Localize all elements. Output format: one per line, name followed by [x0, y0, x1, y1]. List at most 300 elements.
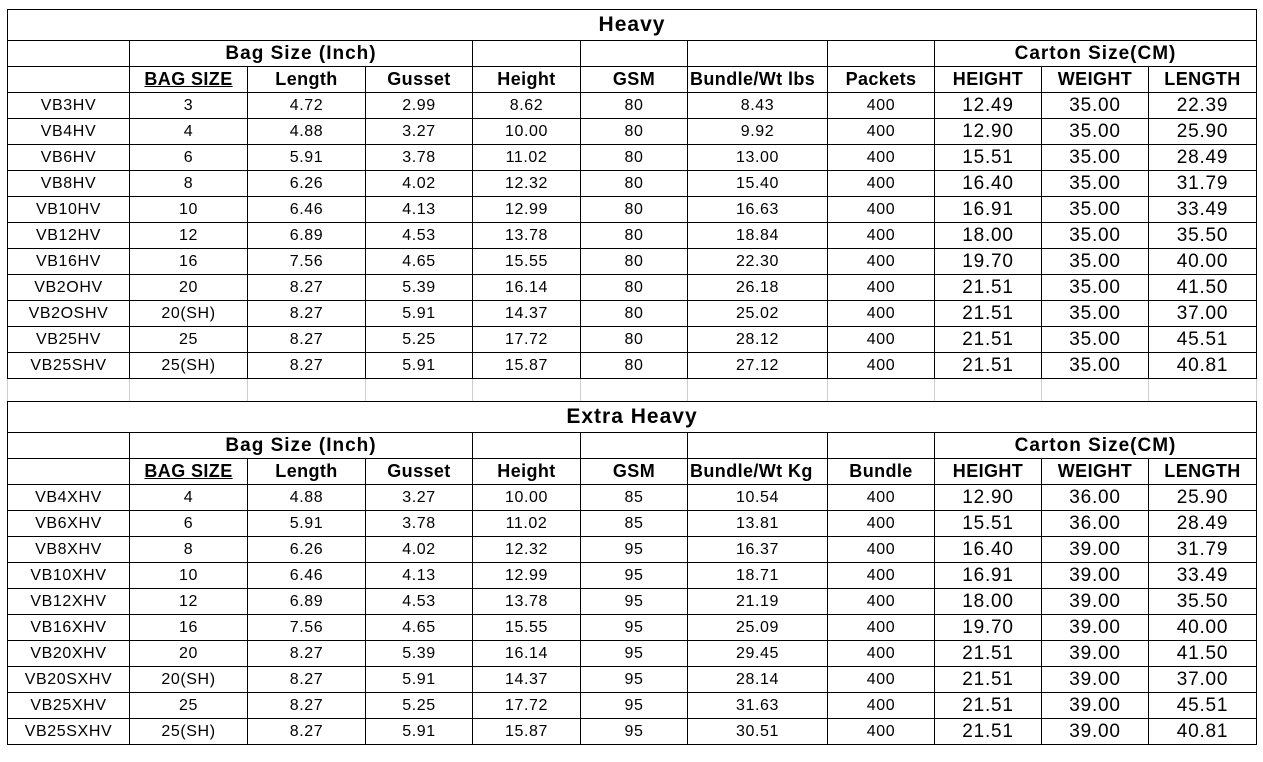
table-cell: 16.14 — [473, 275, 581, 301]
table-cell: 25.90 — [1149, 119, 1257, 145]
table-cell: 39.00 — [1042, 563, 1149, 589]
product-code-cell: VB4XHV — [8, 485, 130, 511]
table-row — [8, 327, 1257, 353]
empty-cell — [1042, 379, 1149, 402]
table-cell: 25.09 — [688, 615, 828, 641]
table-row — [8, 93, 1257, 119]
empty-cell — [248, 379, 366, 402]
table-cell: 15.87 — [473, 719, 581, 745]
extra-heavy-carton-size-group: Carton Size(CM) — [935, 433, 1257, 459]
table-cell: 40.00 — [1149, 615, 1257, 641]
product-code-cell: VB25SHV — [8, 353, 130, 379]
table-cell: 80 — [581, 171, 688, 197]
table-cell: 10.00 — [473, 119, 581, 145]
table-cell: 3.78 — [366, 511, 473, 537]
empty-cell — [366, 379, 473, 402]
table-cell: 14.37 — [473, 667, 581, 693]
table-row — [8, 223, 1257, 249]
table-cell: 35.00 — [1042, 93, 1149, 119]
table-cell: 41.50 — [1149, 641, 1257, 667]
column-header: LENGTH — [1149, 459, 1257, 485]
table-cell: 5.39 — [366, 641, 473, 667]
heavy-group-header-row — [8, 41, 1257, 67]
table-cell: 400 — [828, 641, 935, 667]
table-cell: 400 — [828, 275, 935, 301]
table-cell: 25 — [130, 327, 248, 353]
table-cell: 12.49 — [935, 93, 1042, 119]
table-cell: 16.40 — [935, 537, 1042, 563]
empty-cell — [581, 379, 688, 402]
table-cell: 7.56 — [248, 615, 366, 641]
extra-heavy-title-row — [8, 402, 1257, 433]
product-code-cell: VB3HV — [8, 93, 130, 119]
group-header-blank — [828, 41, 935, 67]
table-cell: 39.00 — [1042, 719, 1149, 745]
table-cell: 400 — [828, 119, 935, 145]
table-cell: 21.51 — [935, 693, 1042, 719]
table-cell: 6.26 — [248, 537, 366, 563]
table-cell: 8.27 — [248, 667, 366, 693]
table-cell: 15.55 — [473, 249, 581, 275]
table-cell: 6 — [130, 511, 248, 537]
table-cell: 400 — [828, 563, 935, 589]
table-cell: 30.51 — [688, 719, 828, 745]
column-header: WEIGHT — [1042, 459, 1149, 485]
table-cell: 21.51 — [935, 301, 1042, 327]
table-cell: 39.00 — [1042, 693, 1149, 719]
empty-cell — [1149, 379, 1257, 402]
table-cell: 10 — [130, 563, 248, 589]
table-cell: 400 — [828, 353, 935, 379]
table-cell: 12.90 — [935, 485, 1042, 511]
group-header-blank — [8, 433, 130, 459]
table-cell: 4 — [130, 119, 248, 145]
table-cell: 21.51 — [935, 353, 1042, 379]
table-cell: 4.13 — [366, 197, 473, 223]
table-cell: 13.00 — [688, 145, 828, 171]
column-header: Bundle — [828, 459, 935, 485]
table-cell: 8.27 — [248, 275, 366, 301]
bag-size-table — [7, 9, 1257, 745]
table-cell: 40.81 — [1149, 353, 1257, 379]
group-header-blank — [828, 433, 935, 459]
product-code-cell: VB20XHV — [8, 641, 130, 667]
table-cell: 45.51 — [1149, 327, 1257, 353]
table-cell: 8.27 — [248, 301, 366, 327]
column-header: WEIGHT — [1042, 67, 1149, 93]
table-cell: 3 — [130, 93, 248, 119]
table-cell: 39.00 — [1042, 615, 1149, 641]
table-cell: 35.00 — [1042, 301, 1149, 327]
table-cell: 8.27 — [248, 693, 366, 719]
product-code-cell: VB8HV — [8, 171, 130, 197]
table-cell: 13.81 — [688, 511, 828, 537]
empty-cell — [130, 379, 248, 402]
table-cell: 5.91 — [248, 511, 366, 537]
table-cell: 16.91 — [935, 197, 1042, 223]
table-cell: 8 — [130, 171, 248, 197]
table-cell: 15.87 — [473, 353, 581, 379]
table-cell: 5.91 — [366, 667, 473, 693]
table-cell: 35.00 — [1042, 353, 1149, 379]
table-cell: 40.81 — [1149, 719, 1257, 745]
column-header: LENGTH — [1149, 67, 1257, 93]
table-cell: 95 — [581, 641, 688, 667]
table-cell: 25.90 — [1149, 485, 1257, 511]
extra-heavy-group-header-row — [8, 433, 1257, 459]
table-cell: 6.26 — [248, 171, 366, 197]
table-cell: 6.89 — [248, 223, 366, 249]
table-cell: 15.51 — [935, 145, 1042, 171]
extra-heavy-section-title: Extra Heavy — [8, 402, 1257, 433]
table-cell: 3.27 — [366, 119, 473, 145]
table-cell: 35.50 — [1149, 589, 1257, 615]
column-header: Gusset — [366, 67, 473, 93]
group-header-blank — [688, 41, 828, 67]
table-cell: 41.50 — [1149, 275, 1257, 301]
table-cell: 31.79 — [1149, 171, 1257, 197]
table-cell: 95 — [581, 563, 688, 589]
table-cell: 12.99 — [473, 197, 581, 223]
table-row — [8, 249, 1257, 275]
product-code-cell: VB25SXHV — [8, 719, 130, 745]
table-cell: 5.91 — [248, 145, 366, 171]
table-cell: 20(SH) — [130, 301, 248, 327]
table-cell: 15.51 — [935, 511, 1042, 537]
product-code-cell: VB20SXHV — [8, 667, 130, 693]
table-cell: 95 — [581, 615, 688, 641]
table-cell: 95 — [581, 719, 688, 745]
table-cell: 35.00 — [1042, 275, 1149, 301]
table-row — [8, 615, 1257, 641]
spreadsheet — [7, 9, 1257, 745]
column-header: HEIGHT — [935, 459, 1042, 485]
table-cell: 400 — [828, 171, 935, 197]
table-cell: 13.78 — [473, 589, 581, 615]
table-cell: 39.00 — [1042, 589, 1149, 615]
table-cell: 35.00 — [1042, 327, 1149, 353]
table-cell: 22.39 — [1149, 93, 1257, 119]
empty-cell — [688, 379, 828, 402]
table-cell: 4.02 — [366, 537, 473, 563]
heavy-section-title: Heavy — [8, 10, 1257, 41]
table-cell: 28.49 — [1149, 511, 1257, 537]
table-cell: 13.78 — [473, 223, 581, 249]
table-cell: 37.00 — [1149, 301, 1257, 327]
spacer-row — [8, 379, 1257, 402]
table-cell: 28.49 — [1149, 145, 1257, 171]
table-cell: 80 — [581, 197, 688, 223]
table-row — [8, 197, 1257, 223]
table-cell: 21.51 — [935, 327, 1042, 353]
table-cell: 35.50 — [1149, 223, 1257, 249]
table-cell: 8.27 — [248, 353, 366, 379]
table-cell: 400 — [828, 93, 935, 119]
table-cell: 5.91 — [366, 719, 473, 745]
table-cell: 9.92 — [688, 119, 828, 145]
table-cell: 6 — [130, 145, 248, 171]
table-cell: 37.00 — [1149, 667, 1257, 693]
table-cell: 95 — [581, 589, 688, 615]
column-header: Height — [473, 67, 581, 93]
table-cell: 80 — [581, 327, 688, 353]
table-cell: 29.45 — [688, 641, 828, 667]
table-cell: 400 — [828, 249, 935, 275]
table-cell: 12 — [130, 589, 248, 615]
table-row — [8, 145, 1257, 171]
table-cell: 5.39 — [366, 275, 473, 301]
table-cell: 21.51 — [935, 275, 1042, 301]
table-cell: 4.53 — [366, 223, 473, 249]
product-code-cell: VB25XHV — [8, 693, 130, 719]
column-header: GSM — [581, 67, 688, 93]
table-cell: 25(SH) — [130, 353, 248, 379]
column-header: Bundle/Wt lbs — [688, 67, 828, 93]
table-cell: 6.46 — [248, 197, 366, 223]
table-cell: 8.62 — [473, 93, 581, 119]
table-cell: 400 — [828, 301, 935, 327]
table-cell: 400 — [828, 537, 935, 563]
table-cell: 95 — [581, 667, 688, 693]
table-cell: 85 — [581, 485, 688, 511]
table-row — [8, 693, 1257, 719]
table-cell: 5.25 — [366, 327, 473, 353]
table-cell: 8.27 — [248, 719, 366, 745]
column-header: Length — [248, 459, 366, 485]
column-header: BAG SIZE — [130, 459, 248, 485]
table-row — [8, 641, 1257, 667]
table-row — [8, 563, 1257, 589]
table-cell: 12.32 — [473, 171, 581, 197]
table-row — [8, 119, 1257, 145]
table-cell: 400 — [828, 667, 935, 693]
table-cell: 4.88 — [248, 485, 366, 511]
heavy-carton-size-group: Carton Size(CM) — [935, 41, 1257, 67]
column-header: Packets — [828, 67, 935, 93]
table-cell: 33.49 — [1149, 197, 1257, 223]
empty-cell — [935, 379, 1042, 402]
group-header-blank — [581, 41, 688, 67]
empty-cell — [473, 379, 581, 402]
table-row — [8, 537, 1257, 563]
table-cell: 18.71 — [688, 563, 828, 589]
table-cell: 35.00 — [1042, 223, 1149, 249]
product-code-cell: VB25HV — [8, 327, 130, 353]
table-cell: 80 — [581, 145, 688, 171]
table-row — [8, 275, 1257, 301]
table-cell: 26.18 — [688, 275, 828, 301]
table-cell: 10.54 — [688, 485, 828, 511]
table-cell: 15.40 — [688, 171, 828, 197]
table-cell: 4.02 — [366, 171, 473, 197]
heavy-title-row — [8, 10, 1257, 41]
table-cell: 4 — [130, 485, 248, 511]
table-cell: 400 — [828, 719, 935, 745]
table-cell: 16.91 — [935, 563, 1042, 589]
table-cell: 22.30 — [688, 249, 828, 275]
table-cell: 40.00 — [1149, 249, 1257, 275]
product-code-cell: VB8XHV — [8, 537, 130, 563]
table-cell: 400 — [828, 693, 935, 719]
table-cell: 11.02 — [473, 145, 581, 171]
table-cell: 20(SH) — [130, 667, 248, 693]
product-code-cell: VB10XHV — [8, 563, 130, 589]
table-cell: 35.00 — [1042, 119, 1149, 145]
table-cell: 5.91 — [366, 353, 473, 379]
table-cell: 16.37 — [688, 537, 828, 563]
table-cell: 6.46 — [248, 563, 366, 589]
table-cell: 400 — [828, 589, 935, 615]
table-cell: 36.00 — [1042, 485, 1149, 511]
table-cell: 21.51 — [935, 719, 1042, 745]
table-cell: 16.63 — [688, 197, 828, 223]
table-cell: 12.32 — [473, 537, 581, 563]
table-cell: 4.13 — [366, 563, 473, 589]
table-cell: 15.55 — [473, 615, 581, 641]
table-cell: 7.56 — [248, 249, 366, 275]
table-cell: 39.00 — [1042, 667, 1149, 693]
table-row — [8, 301, 1257, 327]
table-cell: 17.72 — [473, 693, 581, 719]
table-cell: 11.02 — [473, 511, 581, 537]
table-cell: 8 — [130, 537, 248, 563]
table-cell: 19.70 — [935, 615, 1042, 641]
table-row — [8, 667, 1257, 693]
group-header-blank — [473, 41, 581, 67]
column-header: Bundle/Wt Kg — [688, 459, 828, 485]
table-row — [8, 719, 1257, 745]
table-cell: 18.00 — [935, 589, 1042, 615]
table-cell: 20 — [130, 641, 248, 667]
table-cell: 25.02 — [688, 301, 828, 327]
table-cell: 18.00 — [935, 223, 1042, 249]
table-cell: 39.00 — [1042, 641, 1149, 667]
table-cell: 80 — [581, 223, 688, 249]
column-header — [8, 67, 130, 93]
product-code-cell: VB6XHV — [8, 511, 130, 537]
table-cell: 25(SH) — [130, 719, 248, 745]
table-cell: 4.65 — [366, 615, 473, 641]
product-code-cell: VB10HV — [8, 197, 130, 223]
table-cell: 17.72 — [473, 327, 581, 353]
group-header-blank — [688, 433, 828, 459]
table-cell: 4.72 — [248, 93, 366, 119]
table-cell: 80 — [581, 249, 688, 275]
column-header: BAG SIZE — [130, 67, 248, 93]
table-cell: 12.90 — [935, 119, 1042, 145]
table-cell: 21.51 — [935, 641, 1042, 667]
table-cell: 16.40 — [935, 171, 1042, 197]
product-code-cell: VB4HV — [8, 119, 130, 145]
table-cell: 16 — [130, 249, 248, 275]
table-cell: 80 — [581, 301, 688, 327]
table-cell: 16.14 — [473, 641, 581, 667]
table-row — [8, 511, 1257, 537]
table-cell: 3.27 — [366, 485, 473, 511]
table-cell: 2.99 — [366, 93, 473, 119]
extra-heavy-column-header-row — [8, 459, 1257, 485]
table-row — [8, 485, 1257, 511]
table-cell: 20 — [130, 275, 248, 301]
table-cell: 8.27 — [248, 641, 366, 667]
table-cell: 28.14 — [688, 667, 828, 693]
column-header: GSM — [581, 459, 688, 485]
group-header-blank — [8, 41, 130, 67]
table-body — [8, 10, 1257, 745]
column-header: Gusset — [366, 459, 473, 485]
table-cell: 400 — [828, 197, 935, 223]
table-cell: 31.63 — [688, 693, 828, 719]
table-cell: 95 — [581, 537, 688, 563]
table-cell: 4.53 — [366, 589, 473, 615]
table-cell: 10 — [130, 197, 248, 223]
table-row — [8, 589, 1257, 615]
table-cell: 3.78 — [366, 145, 473, 171]
product-code-cell: VB16XHV — [8, 615, 130, 641]
table-cell: 27.12 — [688, 353, 828, 379]
table-cell: 33.49 — [1149, 563, 1257, 589]
table-cell: 39.00 — [1042, 537, 1149, 563]
extra-heavy-bag-size-group: Bag Size (Inch) — [130, 433, 473, 459]
table-row — [8, 353, 1257, 379]
product-code-cell: VB2OSHV — [8, 301, 130, 327]
table-cell: 35.00 — [1042, 249, 1149, 275]
table-cell: 400 — [828, 511, 935, 537]
column-header: HEIGHT — [935, 67, 1042, 93]
heavy-column-header-row — [8, 67, 1257, 93]
table-cell: 80 — [581, 93, 688, 119]
table-cell: 80 — [581, 353, 688, 379]
table-cell: 18.84 — [688, 223, 828, 249]
group-header-blank — [581, 433, 688, 459]
table-cell: 21.19 — [688, 589, 828, 615]
table-cell: 400 — [828, 145, 935, 171]
product-code-cell: VB2OHV — [8, 275, 130, 301]
table-cell: 28.12 — [688, 327, 828, 353]
table-cell: 35.00 — [1042, 145, 1149, 171]
table-cell: 400 — [828, 615, 935, 641]
product-code-cell: VB12XHV — [8, 589, 130, 615]
table-cell: 31.79 — [1149, 537, 1257, 563]
column-header: Length — [248, 67, 366, 93]
table-cell: 45.51 — [1149, 693, 1257, 719]
product-code-cell: VB16HV — [8, 249, 130, 275]
product-code-cell: VB6HV — [8, 145, 130, 171]
table-cell: 400 — [828, 485, 935, 511]
table-cell: 25 — [130, 693, 248, 719]
table-cell: 4.88 — [248, 119, 366, 145]
table-cell: 400 — [828, 223, 935, 249]
product-code-cell: VB12HV — [8, 223, 130, 249]
table-cell: 8.27 — [248, 327, 366, 353]
table-cell: 400 — [828, 327, 935, 353]
table-cell: 8.43 — [688, 93, 828, 119]
table-cell: 35.00 — [1042, 171, 1149, 197]
table-row — [8, 171, 1257, 197]
table-cell: 85 — [581, 511, 688, 537]
column-header: Height — [473, 459, 581, 485]
table-cell: 10.00 — [473, 485, 581, 511]
table-cell: 12 — [130, 223, 248, 249]
table-cell: 5.25 — [366, 693, 473, 719]
table-cell: 4.65 — [366, 249, 473, 275]
table-cell: 5.91 — [366, 301, 473, 327]
table-cell: 80 — [581, 275, 688, 301]
table-cell: 14.37 — [473, 301, 581, 327]
column-header — [8, 459, 130, 485]
table-cell: 21.51 — [935, 667, 1042, 693]
group-header-blank — [473, 433, 581, 459]
